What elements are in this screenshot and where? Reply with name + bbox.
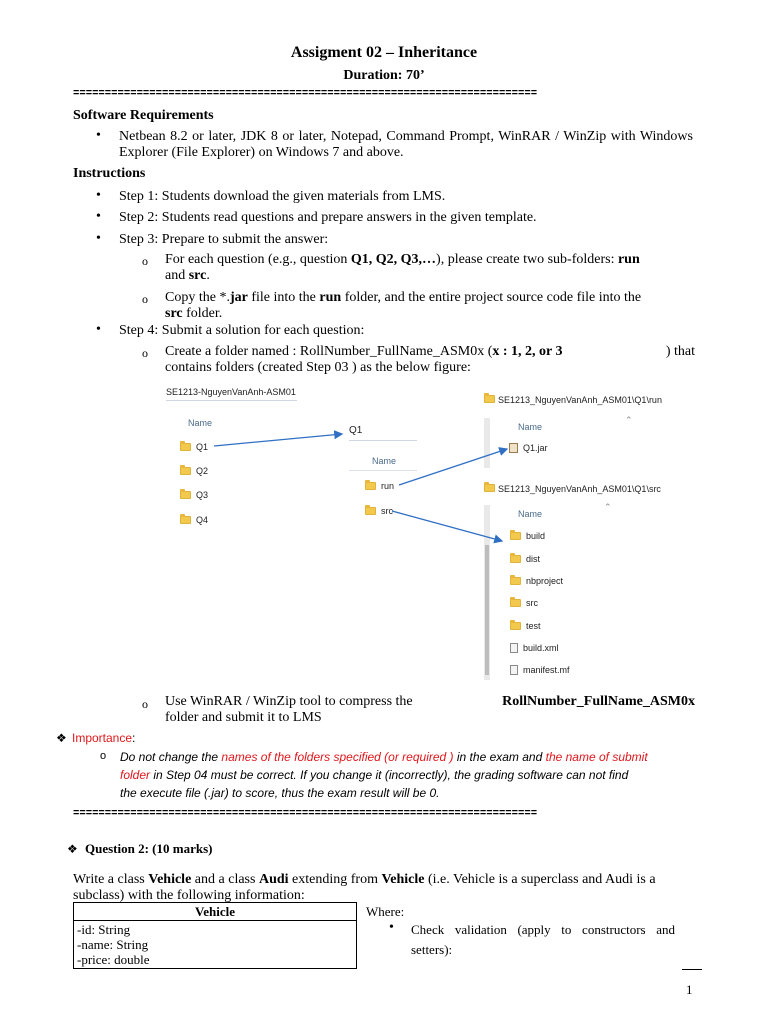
bullet-icon: • [96,231,101,246]
question-heading: Question 2: (10 marks) [85,841,213,856]
vehicle-class-table [73,902,357,969]
step2-text: Step 2: Students read questions and prepare answers in the given template. [119,210,537,225]
diamond-bullet-icon: ❖ [67,842,78,856]
field-name: -name: String [77,937,149,952]
page-number: 1 [686,982,693,997]
circle-bullet-icon: o [142,346,148,360]
importance-label: Importance: [72,731,136,745]
class-fields-cell [74,921,357,969]
footer-rule [682,969,702,970]
chevron-up-icon: ⌃ [625,415,633,425]
name-column-header: Name [188,418,213,428]
validation-note: Check validation (apply to constructors and setters): [411,922,675,957]
bullet-icon: • [96,188,101,203]
arrow-src-to-src-window [392,511,502,541]
root-path-bar: SE1213-NguyenVanAnh-ASM01 [166,387,297,401]
circle-bullet-icon: o [142,697,148,711]
document-title: Assigment 02 – Inheritance [290,44,478,61]
bullet-icon: • [389,920,394,935]
step4-item-a: Create a folder named : RollNumber_FullName_ASM0x (x : 1, 2, or 3 ) that contains folders (created Step 03 ) as the below figure: [165,344,695,375]
separator-line: ========================================================================= [73,808,538,820]
field-id: -id: String [77,922,131,937]
step3-text: Step 3: Prepare to submit the answer: [119,232,329,247]
src-path-bar: SE1213_NguyenVanAnh_ASM01\Q1\src [484,482,660,500]
arrow-run-to-run-window [399,449,507,485]
step1-text: Step 1: Students download the given materials from LMS. [119,189,446,204]
where-label: Where: [366,904,405,919]
file-item: manifest.mf [510,665,570,675]
arrow-q1-to-q1-window [214,434,342,446]
software-heading: Software Requirements [73,108,214,123]
folder-item: build [510,531,545,541]
run-path-bar: SE1213_NguyenVanAnh_ASM01\Q1\run [484,393,660,409]
folder-item: Q3 [180,490,208,500]
diamond-bullet-icon: ❖ [56,731,67,745]
circle-bullet-icon: o [142,292,148,306]
step3-item-b: Copy the *.jar file into the run folder, and the entire project source code file into the src folder. [165,290,642,321]
separator-line: ========================================================================= [73,88,538,100]
software-item: Netbean 8.2 or later, JDK 8 or later, Notepad, Command Prompt, WinRAR / WinZip with Windows Explorer (File Explorer) on Windows 7 and above. [119,129,693,160]
file-item: build.xml [510,643,559,653]
name-column-header: Name [518,509,543,519]
step4-item-b: Use WinRAR / WinZip tool to compress the RollNumber_FullName_ASM0x folder and submit it to LMS [165,694,695,725]
folder-item: dist [510,554,540,564]
step3-item-a: For each question (e.g., question Q1, Q2, Q3,…), please create two sub-folders: run and src. [165,252,640,283]
question-description: Write a class Vehicle and a class Audi extending from Vehicle (i.e. Vehicle is a superclass and Audi is a subclass) with the following information: [73,872,656,903]
folder-item: nbproject [510,576,563,586]
bullet-icon: • [96,128,101,143]
q1-path-bar: Q1 [349,425,417,441]
chevron-up-icon: ⌃ [604,502,612,512]
folder-item: Q2 [180,466,208,476]
file-item: Q1.jar [509,443,548,453]
bullet-icon: • [96,209,101,224]
importance-text: Do not change the names of the folders specified (or required ) in the exam and the name of submit folder in Step 04 must be correct. If you change it (incorrectly), the grading software can not find the execute file (.jar) to score, thus the exam result will be 0. [120,750,648,800]
folder-item: Q1 [180,442,208,452]
class-name-cell: Vehicle [74,903,357,921]
folder-item: src [365,506,393,516]
step4-text: Step 4: Submit a solution for each question: [119,323,365,338]
folder-item: test [510,621,541,631]
folder-item: run [365,481,394,491]
field-price: -price: double [77,952,150,967]
instructions-heading: Instructions [73,166,146,181]
duration: Duration: 70’ [343,68,425,83]
circle-bullet-icon: o [142,254,148,268]
circle-bullet-icon: o [100,750,107,762]
folder-item: Q4 [180,515,208,525]
name-column-header: Name [518,422,543,432]
folder-item: src [510,598,538,608]
name-column-header: Name [372,456,397,466]
bullet-icon: • [96,322,101,337]
